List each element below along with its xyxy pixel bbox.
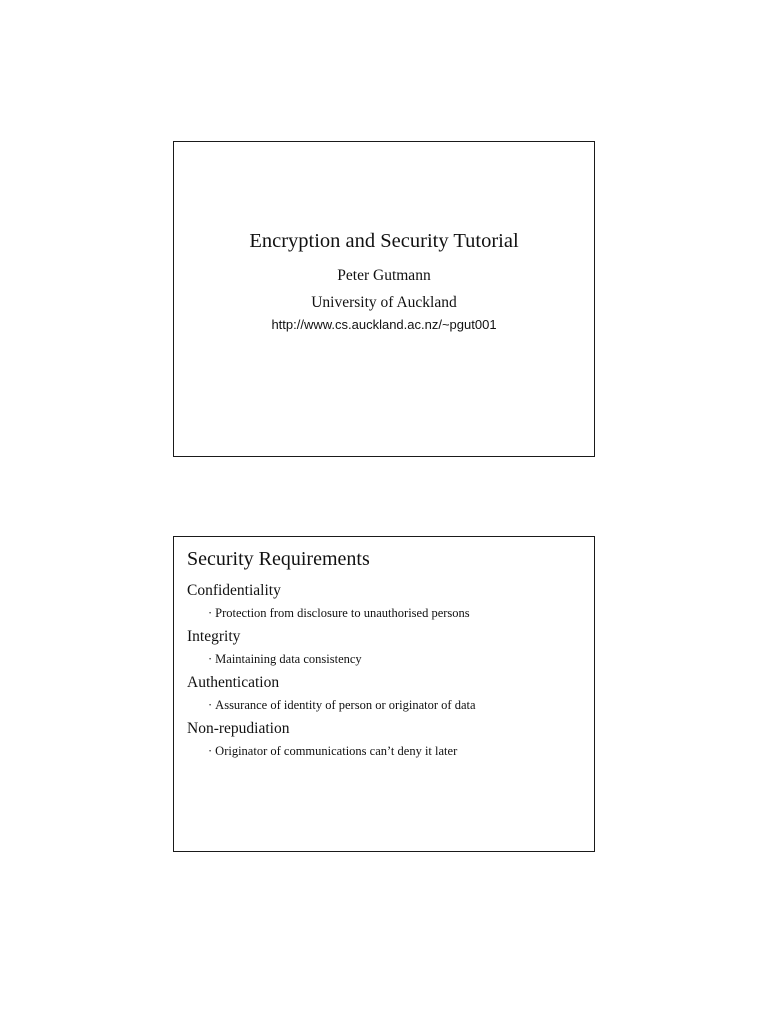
slide-title: Security Requirements bbox=[187, 548, 370, 570]
author-affiliation: University of Auckland bbox=[311, 294, 457, 311]
requirement-heading: Authentication bbox=[187, 674, 280, 691]
author-name: Peter Gutmann bbox=[337, 267, 431, 284]
security-requirements-slide bbox=[173, 536, 595, 852]
bullet-icon: · bbox=[208, 698, 213, 712]
bullet-icon: · bbox=[208, 744, 213, 758]
requirement-heading: Confidentiality bbox=[187, 582, 281, 599]
requirement-detail-text: Protection from disclosure to unauthorised persons bbox=[215, 606, 470, 620]
bullet-icon: · bbox=[208, 652, 213, 666]
author-url: http://www.cs.auckland.ac.nz/~pgut001 bbox=[271, 317, 497, 332]
list-item bbox=[187, 718, 584, 759]
requirement-detail-text: Assurance of identity of person or originator of data bbox=[215, 698, 476, 712]
requirement-detail-text: Maintaining data consistency bbox=[215, 652, 362, 666]
list-item bbox=[187, 626, 584, 667]
title-block bbox=[174, 228, 594, 333]
requirement-heading: Non-repudiation bbox=[187, 720, 290, 737]
requirement-detail bbox=[187, 697, 584, 713]
requirement-detail bbox=[187, 743, 584, 759]
requirement-heading: Integrity bbox=[187, 628, 241, 645]
title-slide bbox=[173, 141, 595, 457]
requirement-detail bbox=[187, 651, 584, 667]
requirement-detail bbox=[187, 605, 584, 621]
requirements-list bbox=[187, 580, 584, 764]
requirement-detail-text: Originator of communications can’t deny it later bbox=[215, 744, 458, 758]
presentation-title: Encryption and Security Tutorial bbox=[249, 230, 519, 252]
list-item bbox=[187, 672, 584, 713]
bullet-icon: · bbox=[208, 606, 213, 620]
list-item bbox=[187, 580, 584, 621]
